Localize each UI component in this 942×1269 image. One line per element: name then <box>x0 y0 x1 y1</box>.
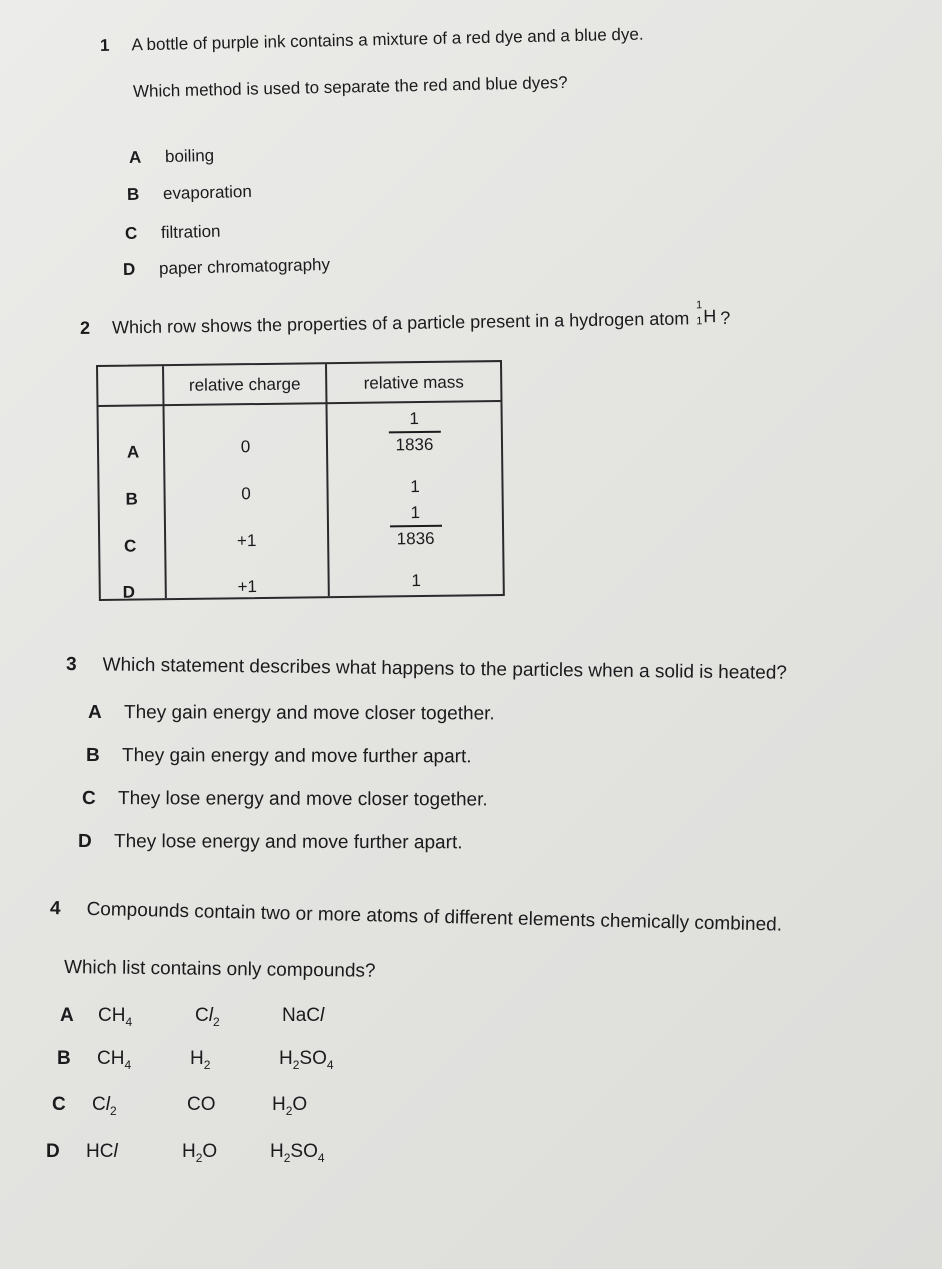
row-d-charge: +1 <box>237 577 258 597</box>
q1-option-b[interactable] <box>127 182 252 205</box>
row-c-mass <box>329 502 503 550</box>
q4-option-b[interactable] <box>57 1048 377 1074</box>
formula-1: $Cl_2$ <box>92 1094 117 1118</box>
isotope-element: H <box>703 306 717 327</box>
table-divider <box>162 366 167 598</box>
header-relative-mass: relative mass <box>363 372 464 393</box>
row-d-letter[interactable]: D <box>122 582 136 602</box>
option-text: They gain energy and move further apart. <box>121 745 472 768</box>
option-text: boiling <box>164 145 215 167</box>
q4-option-a[interactable] <box>60 1005 380 1031</box>
q4-number: 4 <box>49 898 61 920</box>
q2-table <box>96 360 505 601</box>
q1-stem <box>100 25 644 56</box>
isotope-mass-number: 1 <box>695 299 703 312</box>
row-d-mass: 1 <box>411 571 422 591</box>
formula-2: $H_2O$ <box>182 1141 218 1165</box>
option-letter: D <box>122 259 136 279</box>
q3-option-a[interactable] <box>88 702 495 725</box>
option-text: They lose energy and move closer together. <box>117 788 488 811</box>
option-text: filtration <box>160 221 221 243</box>
row-c-charge: +1 <box>236 531 257 551</box>
option-letter: B <box>57 1048 71 1069</box>
q1-number: 1 <box>99 35 110 55</box>
q4-stem <box>50 898 782 937</box>
fraction-denominator: 1836 <box>395 434 434 455</box>
option-letter: D <box>46 1141 60 1162</box>
option-letter: C <box>124 223 138 243</box>
option-text: paper chromatography <box>158 254 331 279</box>
option-letter: C <box>81 788 96 810</box>
row-b-charge: 0 <box>241 484 251 504</box>
q4-option-d[interactable] <box>46 1141 366 1167</box>
q1-stem-text: A bottle of purple ink contains a mixture of a red dye and a blue dye. <box>131 24 644 55</box>
table-divider <box>98 400 500 407</box>
row-b-mass: 1 <box>410 477 420 497</box>
q3-stem-text: Which statement describes what happens to the particles when a solid is heated? <box>102 654 788 684</box>
q2-stem-text: Which row shows the properties of a particle present in a hydrogen atom <box>111 308 690 338</box>
q3-option-b[interactable] <box>86 745 472 768</box>
q3-number: 3 <box>65 654 77 676</box>
row-a-charge: 0 <box>240 437 251 457</box>
option-letter: A <box>87 702 102 724</box>
fraction-numerator: 1 <box>409 409 420 429</box>
q3-stem <box>66 654 787 685</box>
q4-option-c[interactable] <box>52 1094 372 1120</box>
q3-option-d[interactable] <box>78 831 463 854</box>
q3-option-c[interactable] <box>82 788 488 811</box>
option-letter: A <box>128 147 142 167</box>
fraction-denominator: 1836 <box>396 528 435 549</box>
option-letter: D <box>77 831 92 853</box>
formula-1: $CH_4$ <box>97 1048 132 1072</box>
option-letter: B <box>85 745 100 767</box>
isotope-atomic-number: 1 <box>696 315 703 328</box>
q4-stem-text: Compounds contain two or more atoms of different elements chemically combined. <box>86 898 783 936</box>
formula-3: $H_2SO_4$ <box>270 1141 325 1165</box>
formula-2: $Cl_2$ <box>195 1005 220 1029</box>
option-text: evaporation <box>162 181 253 204</box>
option-text: They lose energy and move further apart. <box>113 831 463 854</box>
option-text: They gain energy and move closer together. <box>123 702 495 725</box>
row-b-letter[interactable]: B <box>125 489 138 509</box>
q2-stem <box>79 299 731 339</box>
q2-number: 2 <box>79 317 91 338</box>
formula-3: $H_2O$ <box>272 1094 308 1118</box>
q2-question-mark: ? <box>720 307 731 328</box>
row-a-letter[interactable]: A <box>126 442 140 462</box>
option-letter: B <box>126 184 140 204</box>
fraction-numerator: 1 <box>410 503 421 523</box>
option-letter: C <box>52 1094 66 1115</box>
q1-option-d[interactable] <box>123 255 330 280</box>
row-a-mass <box>328 408 502 456</box>
formula-2: $H_2$ <box>190 1048 211 1072</box>
q1-option-a[interactable] <box>129 146 215 168</box>
option-letter: A <box>60 1005 74 1026</box>
q1-question: Which method is used to separate the red and blue dyes? <box>132 72 568 101</box>
q1-option-c[interactable] <box>125 222 221 244</box>
q4-question: Which list contains only compounds? <box>63 957 376 982</box>
formula-3: $H_2SO_4$ <box>279 1048 334 1072</box>
formula-2: CO <box>187 1094 216 1115</box>
formula-3: NaCl <box>282 1005 325 1026</box>
hydrogen-isotope-symbol <box>694 299 720 328</box>
header-relative-charge: relative charge <box>188 374 301 395</box>
row-c-letter[interactable]: C <box>123 536 137 556</box>
formula-1: HCl <box>86 1141 118 1162</box>
formula-1: $CH_4$ <box>98 1005 133 1029</box>
